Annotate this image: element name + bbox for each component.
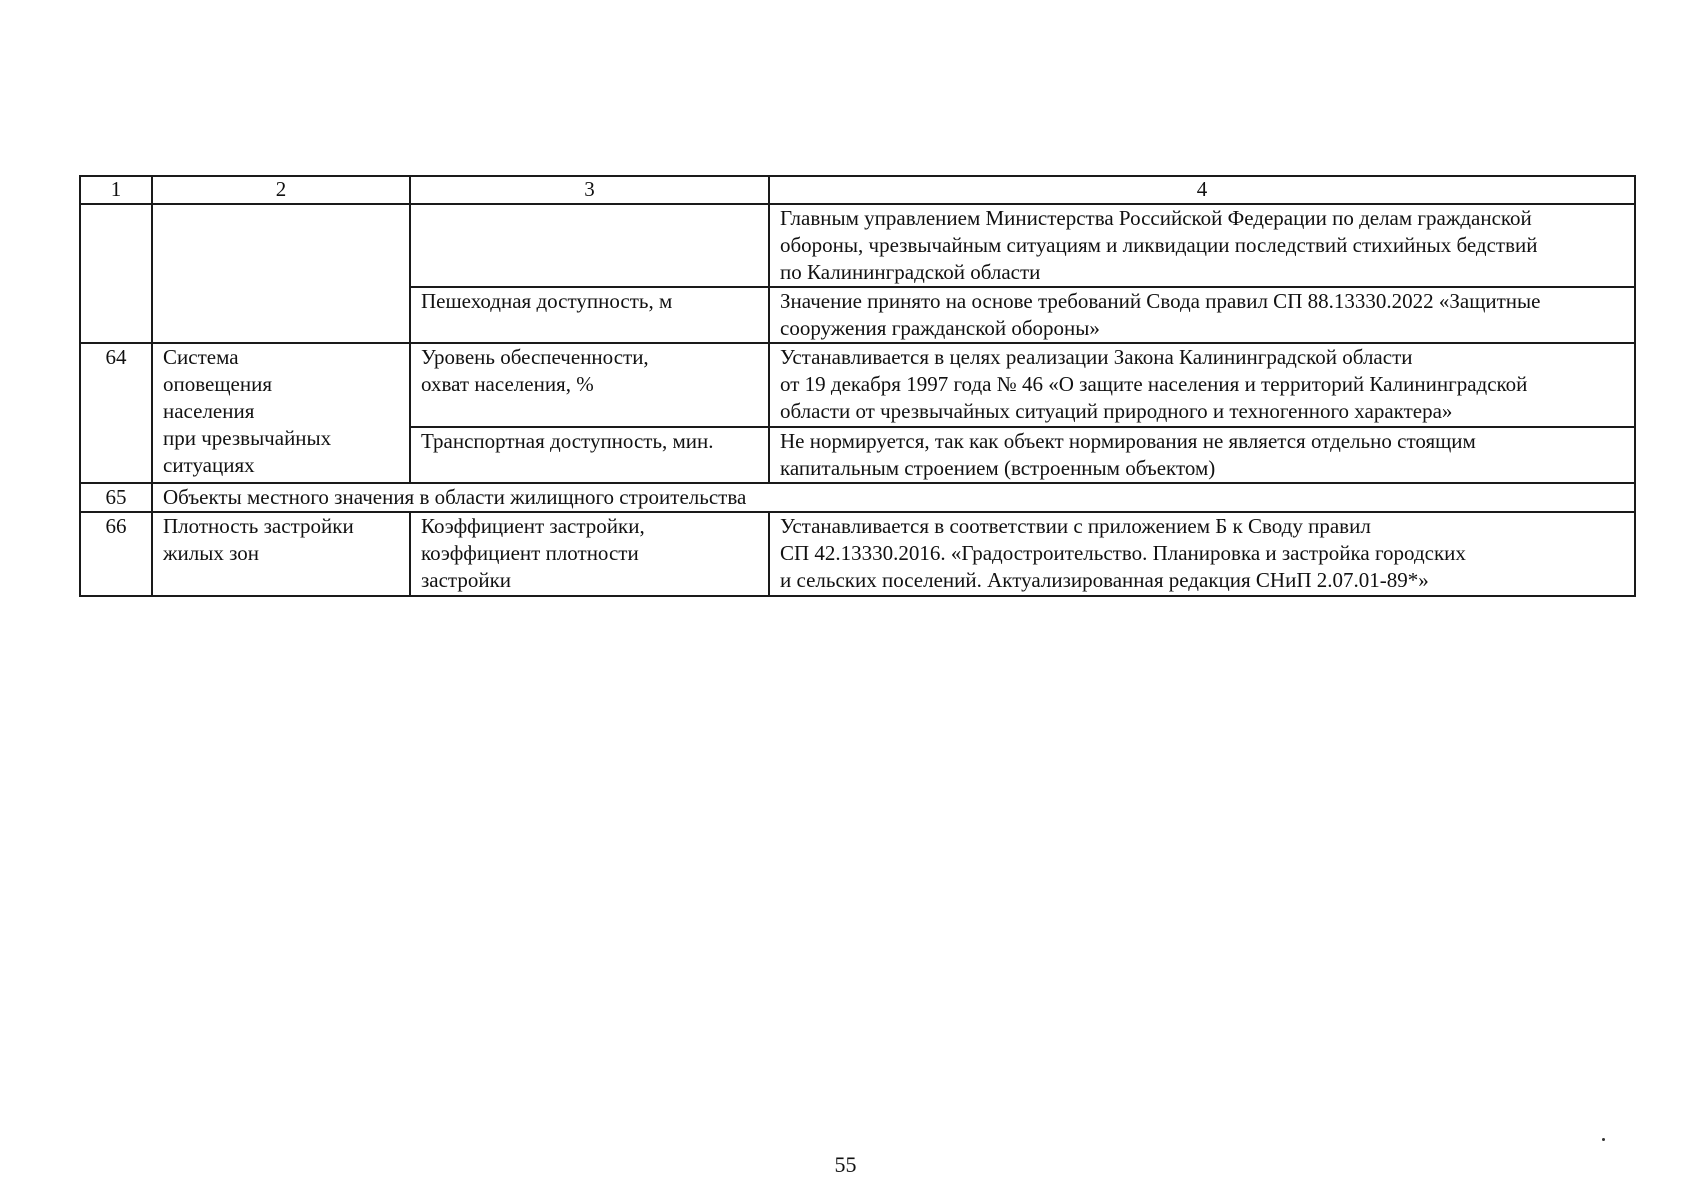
column-number-1: 1 <box>80 176 152 204</box>
text-line: ситуациях <box>163 453 255 477</box>
text-line: коэффициент плотности <box>421 541 639 565</box>
row-number-cell <box>80 204 152 343</box>
row-number-cell: 64 <box>80 343 152 483</box>
text-line: Значение принято на основе требований Свода правил СП 88.13330.2022 «Защитные <box>780 289 1541 313</box>
text-line: и сельских поселений. Актуализированная редакция СНиП 2.07.01-89*» <box>780 568 1429 592</box>
text-line: Главным управлением Министерства Российской Федерации по делам гражданской <box>780 206 1532 230</box>
table-header-row <box>80 176 1635 204</box>
text-line: застройки <box>421 568 512 592</box>
text-line: капитальным строением (встроенным объектом) <box>780 456 1216 480</box>
text-line: сооружения гражданской обороны» <box>780 316 1100 340</box>
standards-table <box>79 175 1636 597</box>
text-line: охват населения, % <box>421 372 594 396</box>
text-line: при чрезвычайных <box>163 426 332 450</box>
table-row <box>80 343 1635 427</box>
text-line: обороны, чрезвычайным ситуациям и ликвидации последствий стихийных бедствий <box>780 233 1538 257</box>
text-line: по Калининградской области <box>780 260 1041 284</box>
text-line: Коэффициент застройки, <box>421 514 645 538</box>
text-line: Устанавливается в соответствии с приложением Б к Своду правил <box>780 514 1371 538</box>
justification-cell <box>769 512 1635 596</box>
justification-cell <box>769 427 1635 483</box>
table-row <box>80 483 1635 512</box>
text-line: Устанавливается в целях реализации Закона Калининградской области <box>780 345 1413 369</box>
row-number-cell: 65 <box>80 483 152 512</box>
indicator-cell <box>410 204 769 287</box>
table-row <box>80 512 1635 596</box>
page-number: 55 <box>834 1152 857 1177</box>
text-line: населения <box>163 399 255 423</box>
text-line: от 19 декабря 1997 года № 46 «О защите населения и территорий Калининградской <box>780 372 1528 396</box>
column-number-2: 2 <box>152 176 410 204</box>
section-heading-cell: Объекты местного значения в области жилищного строительства <box>152 483 1635 512</box>
text-line: Плотность застройки <box>163 514 354 538</box>
justification-cell <box>769 287 1635 343</box>
item-name-cell <box>152 204 410 343</box>
row-number-cell: 66 <box>80 512 152 596</box>
column-number-4: 4 <box>769 176 1635 204</box>
justification-cell <box>769 204 1635 287</box>
text-line: СП 42.13330.2016. «Градостроительство. Планировка и застройка городских <box>780 541 1466 565</box>
text-line: Система <box>163 345 239 369</box>
indicator-cell <box>410 512 769 596</box>
item-name-cell <box>152 512 410 596</box>
indicator-cell <box>410 343 769 427</box>
text-line: Не нормируется, так как объект нормирования не является отдельно стоящим <box>780 429 1476 453</box>
column-number-3: 3 <box>410 176 769 204</box>
text-line: жилых зон <box>163 541 259 565</box>
text-line: Уровень обеспеченности, <box>421 345 649 369</box>
table-row <box>80 204 1635 287</box>
indicator-cell: Пешеходная доступность, м <box>410 287 769 343</box>
item-name-cell <box>152 343 410 483</box>
text-line: оповещения <box>163 372 272 396</box>
text-line: области от чрезвычайных ситуаций природного и техногенного характера» <box>780 399 1453 423</box>
scan-speck <box>1602 1138 1605 1141</box>
justification-cell <box>769 343 1635 427</box>
indicator-cell: Транспортная доступность, мин. <box>410 427 769 483</box>
